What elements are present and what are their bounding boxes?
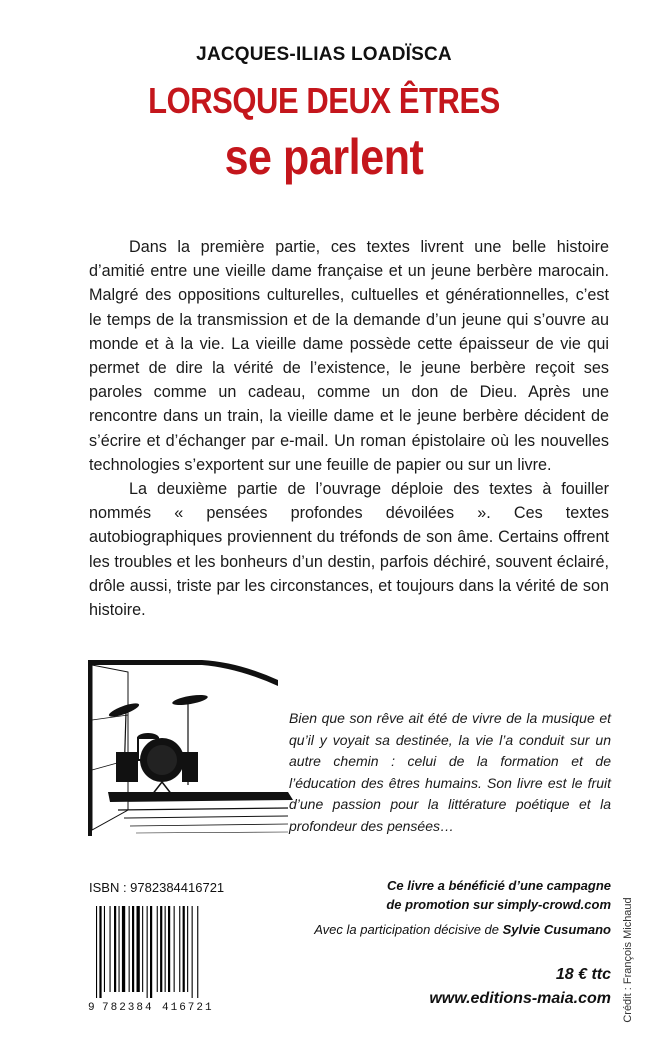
author-bio: Bien que son rêve ait été de vivre de la musique et qu’il y voyait sa destinée, la vie l’a conduit sur un autre chemin : celui de la formation et de l’éducation des êtres humains. Son livre est le fruit d’une passion pour la littérature poétique et la profondeur des pensées… <box>289 710 611 834</box>
barcode-bar <box>122 906 125 992</box>
partner-name: Sylvie Cusumano <box>502 922 611 937</box>
promo-text <box>300 876 611 914</box>
summary-text <box>89 235 609 622</box>
barcode-bar <box>142 906 143 992</box>
barcode-bar <box>192 906 193 998</box>
barcode-digit-prefix: 9 <box>88 1002 95 1014</box>
barcode-bar <box>157 906 158 992</box>
barcode-bar <box>150 906 152 998</box>
partner-prefix: Avec la participation décisive de <box>314 922 503 937</box>
barcode-bar <box>168 906 170 992</box>
barcode-bar <box>99 906 101 998</box>
barcode-bar <box>132 906 134 992</box>
summary-paragraph-1: Dans la première partie, ces textes livrent une belle histoire d’amitié entre une vieille dame française et un jeune berbère marocain. Malgré des oppositions culturelles, cultuelles et générationnelles, c’est le temps de la transmission et de la demande d’un jeune qui s’ouvre au monde et à la vie. La vieille dame possède cette épaisseur de vie qui permet de dire la vérité de l’existence, le jeune berbère reçoit ses paroles comme un cadeau, comme un don de Dieu. Après une rencontre dans un train, la vieille dame et le jeune berbère décident de s’écrire et d’échanger par e-mail. Un roman épistolaire où les nouvelles technologies s’exportent sur une feuille de papier ou sur un livre. <box>89 238 609 474</box>
barcode-icon <box>86 904 226 1014</box>
barcode-digit-group1: 782384 <box>102 1002 154 1014</box>
barcode-bar <box>96 906 97 998</box>
barcode-bar <box>174 906 175 992</box>
barcode-bar <box>197 906 198 998</box>
publisher-website[interactable]: www.editions-maia.com <box>429 990 611 1007</box>
drum-kit-icon <box>88 660 293 836</box>
summary-paragraph-2: La deuxième partie de l’ouvrage déploie des textes à fouiller nommés « pensées profondes dévoilées ». Ces textes autobiographiques proviennent du tréfonds de son âme. Certains offrent les troubles et les bonheurs d’un destin, parfois déchiré, souvent éclairé, drôle aussi, triste par les circonstances, et toujours dans la vérité de son histoire. <box>89 480 609 620</box>
barcode-digit-group2: 416721 <box>162 1002 214 1014</box>
price: 18 € ttc <box>555 966 611 983</box>
partner-credit <box>250 922 611 937</box>
promo-line-1: Ce livre a bénéficié d’une campagne <box>387 878 611 893</box>
author-name: JACQUES-ILIAS LOADÏSCA <box>196 44 452 65</box>
barcode-bar <box>160 906 162 992</box>
barcode-bar <box>110 906 111 992</box>
promo-line-2: de promotion sur simply-crowd.com <box>386 897 611 912</box>
barcode-bar <box>147 906 148 998</box>
book-title-line2: se parlent <box>224 129 424 185</box>
barcode-bar <box>129 906 130 992</box>
barcode-bar <box>137 906 140 992</box>
barcode-bar <box>119 906 120 992</box>
barcode-bar <box>165 906 166 992</box>
barcode-bar <box>104 906 105 992</box>
barcode-bar <box>179 906 180 992</box>
barcode-bar <box>114 906 116 992</box>
barcode-bar <box>187 906 188 992</box>
photo-credit-text: Crédit : François Michaud <box>622 897 634 1023</box>
barcode-bar <box>183 906 185 992</box>
book-title-line1: LORSQUE DEUX ÊTRES <box>148 80 500 121</box>
isbn-label: ISBN : 9782384416721 <box>89 880 225 895</box>
